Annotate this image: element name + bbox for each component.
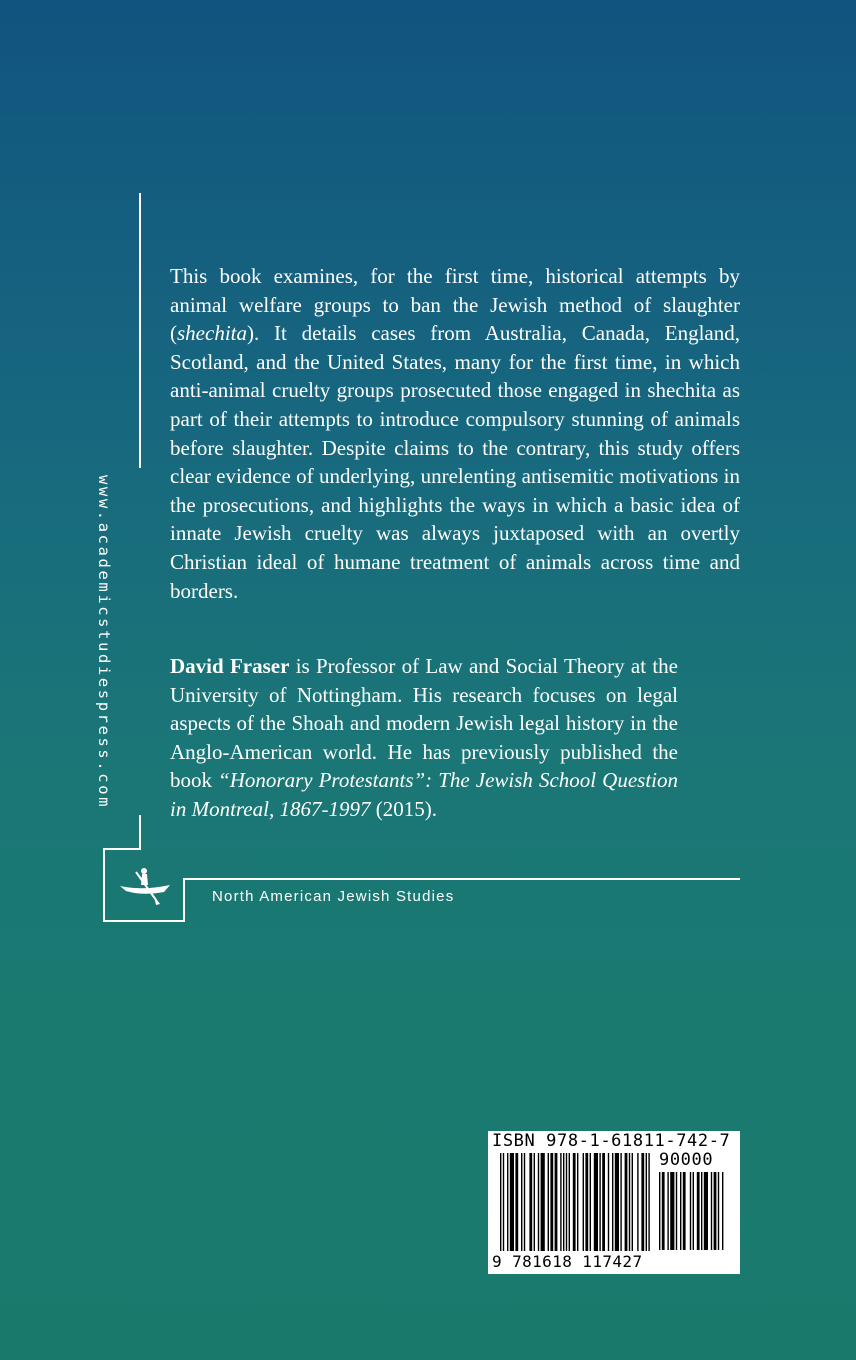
previous-book-title: “Honorary Protestants”: The Jewish School Question in Montreal, 1867-1997 — [170, 768, 678, 821]
isbn-barcode — [488, 1131, 740, 1274]
logo-box-top — [103, 848, 141, 850]
series-rule — [183, 878, 740, 880]
addon-bars — [659, 1172, 735, 1250]
logo-box-left — [103, 848, 105, 922]
author-name: David Fraser — [170, 654, 290, 678]
website-url: www.academicstudiespress.com — [95, 475, 113, 810]
logo-box-right — [183, 878, 185, 922]
price-code: 90000 — [659, 1150, 714, 1170]
author-bio: David Fraser is Professor of Law and Social Theory at the University of Nottingham. His research focuses on legal aspects of the Shoah and modern Jewish legal history in the Anglo-American world. He has previously published the book “Honorary Protestants”: The Jewish School Question in Montreal, 1867-1997 (2015). — [170, 654, 678, 821]
boat-icon — [112, 860, 176, 908]
shechita-term: shechita — [177, 321, 247, 346]
series-name: North American Jewish Studies — [212, 888, 455, 905]
ean-digits: 9 781618 117427 — [492, 1252, 643, 1271]
frame-line-lower — [139, 815, 141, 850]
ean-bars — [500, 1153, 650, 1253]
logo-box-bottom — [103, 920, 185, 922]
frame-line-top — [139, 193, 141, 468]
book-description: This book examines, for the first time, historical attempts by animal welfare groups to ban the Jewish method of slaughter (shechita). It details cases from Australia, Canada, England, Scotland, and the United States, many for the first time, in which anti-animal cruelty groups prosecuted those engaged in shechita as part of their attempts to introduce compulsory stunning of animals before slaughter. Despite claims to the contrary, this study offers clear evidence of underlying, unrelenting antisemitic motivations in the prosecutions, and highlights the ways in which a basic idea of innate Jewish cruelty was always juxtaposed with an overtly Christian ideal of humane treatment of animals across time and borders. — [170, 264, 740, 603]
isbn-text: ISBN 978-1-61811-742-7 — [492, 1131, 731, 1151]
